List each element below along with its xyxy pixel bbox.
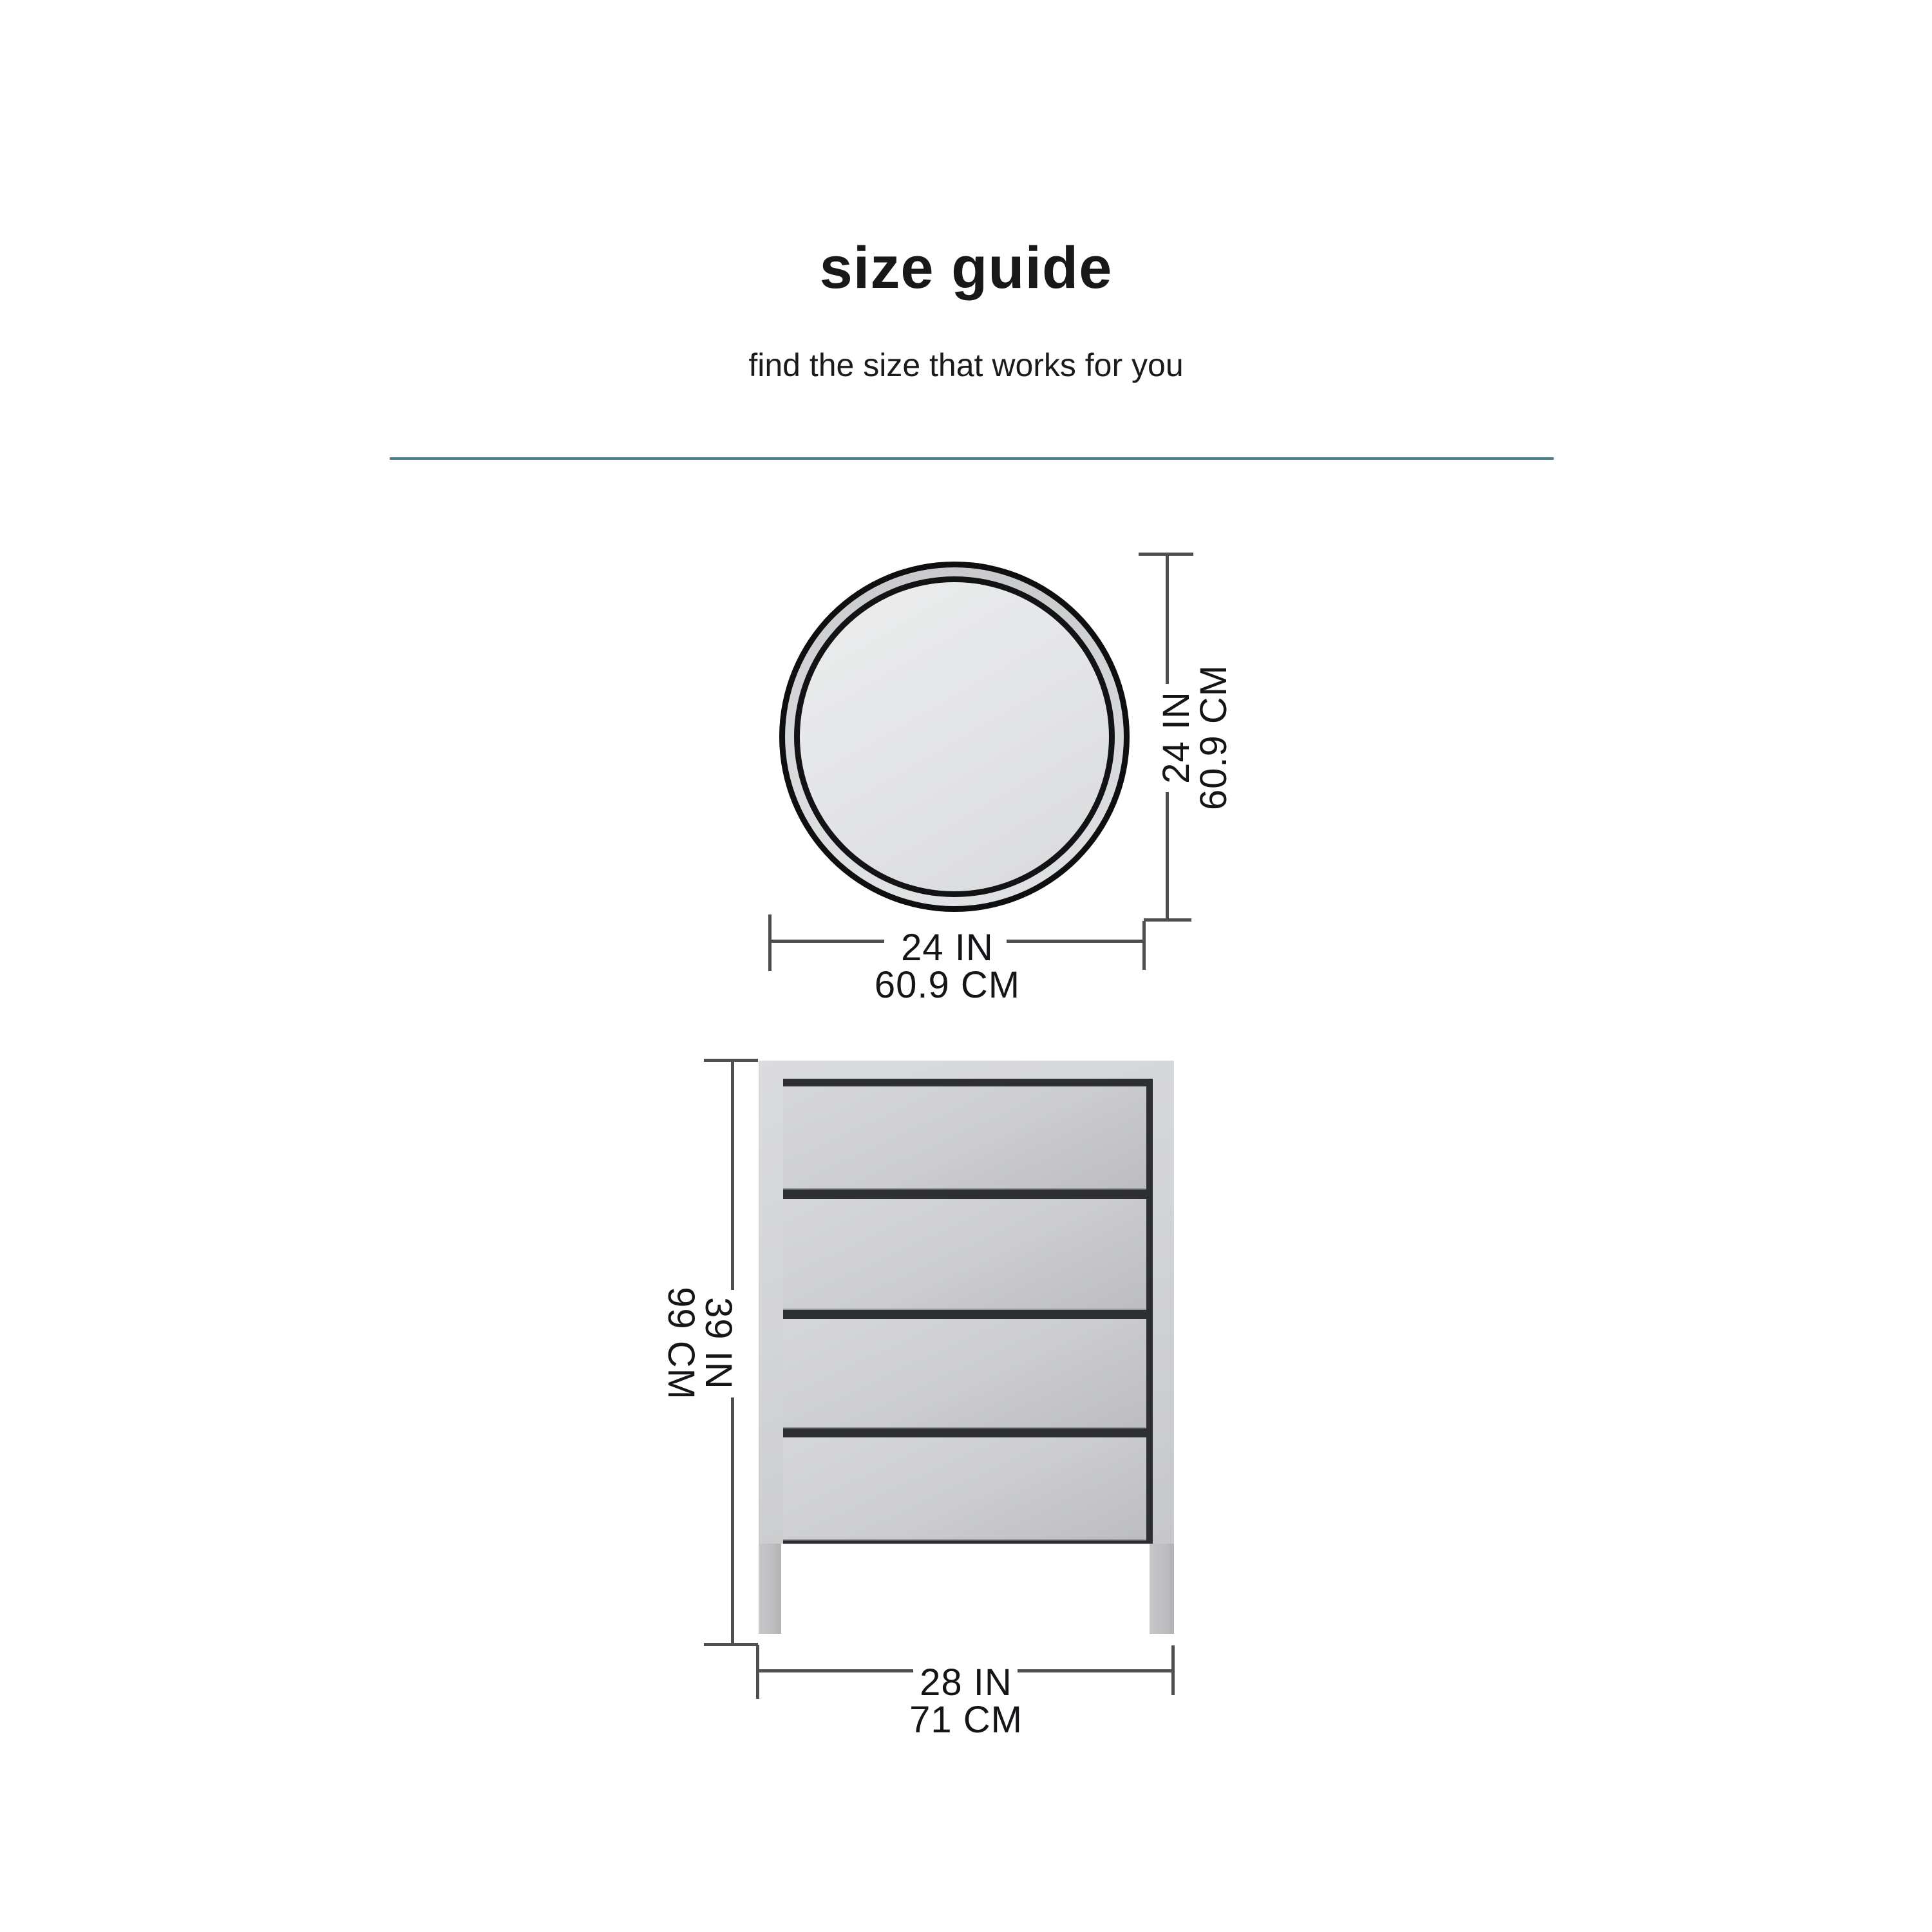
dresser-width-label-in: 28 IN [920, 1662, 1012, 1703]
dimension-end-cap [768, 914, 772, 971]
mirror-glass [800, 582, 1109, 891]
dresser-left-leg [759, 1544, 781, 1634]
dresser-right-leg [1150, 1544, 1174, 1634]
mirror-width-label-cm: 60.9 CM [874, 964, 1021, 1006]
drawer-front [783, 1437, 1146, 1540]
mirror-height-label-cm: 60.9 CM [1193, 664, 1235, 811]
mirror-width-label [851, 928, 1044, 1005]
drawer-front [783, 1319, 1146, 1428]
dimension-end-cap [1171, 1645, 1175, 1695]
dresser-height-label [651, 1234, 748, 1453]
drawer-front [783, 1086, 1146, 1189]
dimension-end-cap [1144, 918, 1191, 922]
dresser-height-label-in: 39 IN [697, 1297, 739, 1390]
dresser-illustration [759, 1061, 1174, 1544]
page-subtitle: find the size that works for you [748, 347, 1184, 383]
dresser-width-label [869, 1664, 1063, 1739]
dimension-end-cap [704, 1643, 758, 1646]
mirror-height-label-in: 24 IN [1155, 691, 1197, 784]
mirror-frame-band [785, 567, 1124, 906]
mirror-height-label [1147, 628, 1244, 847]
mirror-inner-ring [794, 576, 1115, 897]
page-title: size guide [819, 235, 1113, 301]
mirror-illustration [779, 562, 1130, 912]
dresser-width-label-cm: 71 CM [909, 1699, 1023, 1741]
drawer-front [783, 1199, 1146, 1310]
dresser-drawer-stack [783, 1079, 1153, 1544]
dresser-height-label-cm: 99 CM [660, 1287, 702, 1400]
divider-line [390, 457, 1554, 460]
dimension-end-cap [1142, 921, 1146, 970]
mirror-width-label-in: 24 IN [901, 927, 994, 969]
